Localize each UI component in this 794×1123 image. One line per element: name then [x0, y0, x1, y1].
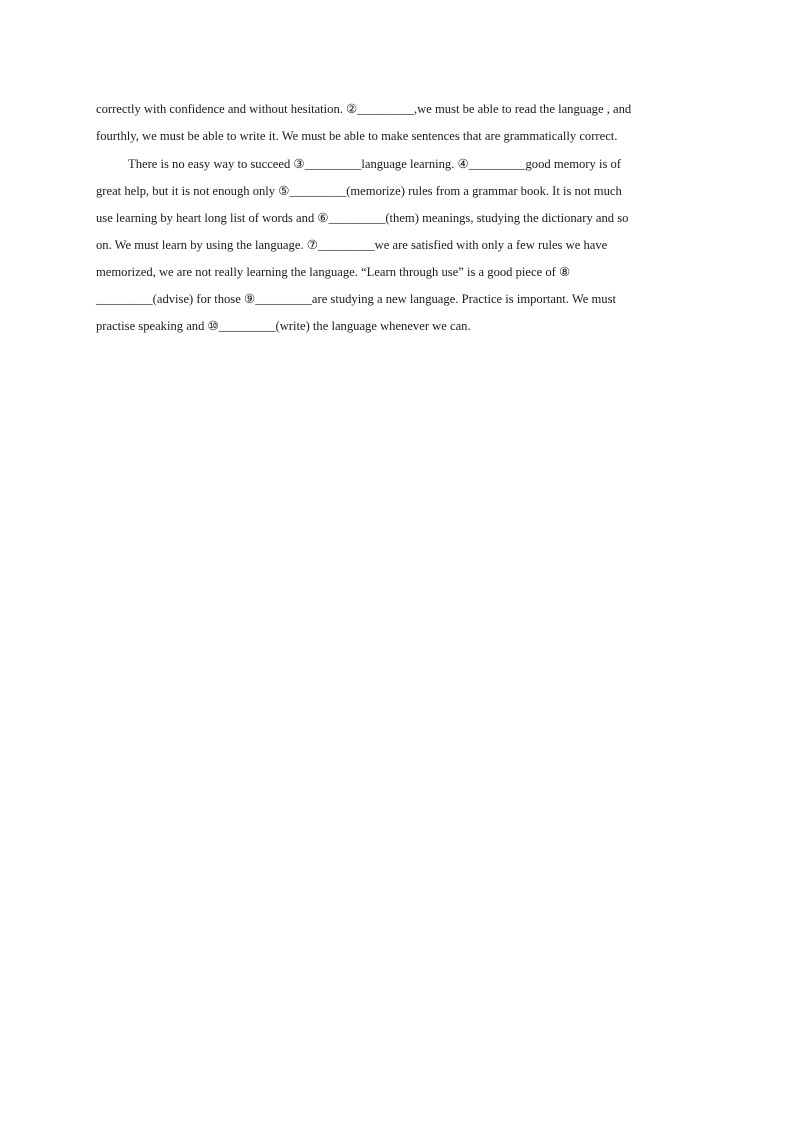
passage-line-8: _________(advise) for those ⑨_________are studying a new language. Practice is important. We must: [96, 292, 616, 306]
passage-line-5: use learning by heart long list of words and ⑥_________(them) meanings, studying the dictionary and so: [96, 211, 629, 225]
passage-line-4: great help, but it is not enough only ⑤_________(memorize) rules from a grammar book. It is not much: [96, 184, 622, 198]
passage-line-6: on. We must learn by using the language. ⑦_________we are satisfied with only a few rules we have: [96, 238, 608, 252]
passage-text: [96, 98, 696, 342]
passage-line-1: correctly with confidence and without hesitation. ②_________,we must be able to read the language , and: [96, 102, 632, 116]
passage-line-7: memorized, we are not really learning the language. “Learn through use” is a good piece of ⑧: [96, 265, 571, 279]
passage-line-9: practise speaking and ⑩_________(write) the language whenever we can.: [96, 319, 471, 333]
passage-line-2: fourthly, we must be able to write it. We must be able to make sentences that are grammatically correct.: [96, 129, 618, 143]
paragraph-start-line: There is no easy way to succeed ③_________language learning. ④_________good memory is of: [128, 157, 621, 171]
